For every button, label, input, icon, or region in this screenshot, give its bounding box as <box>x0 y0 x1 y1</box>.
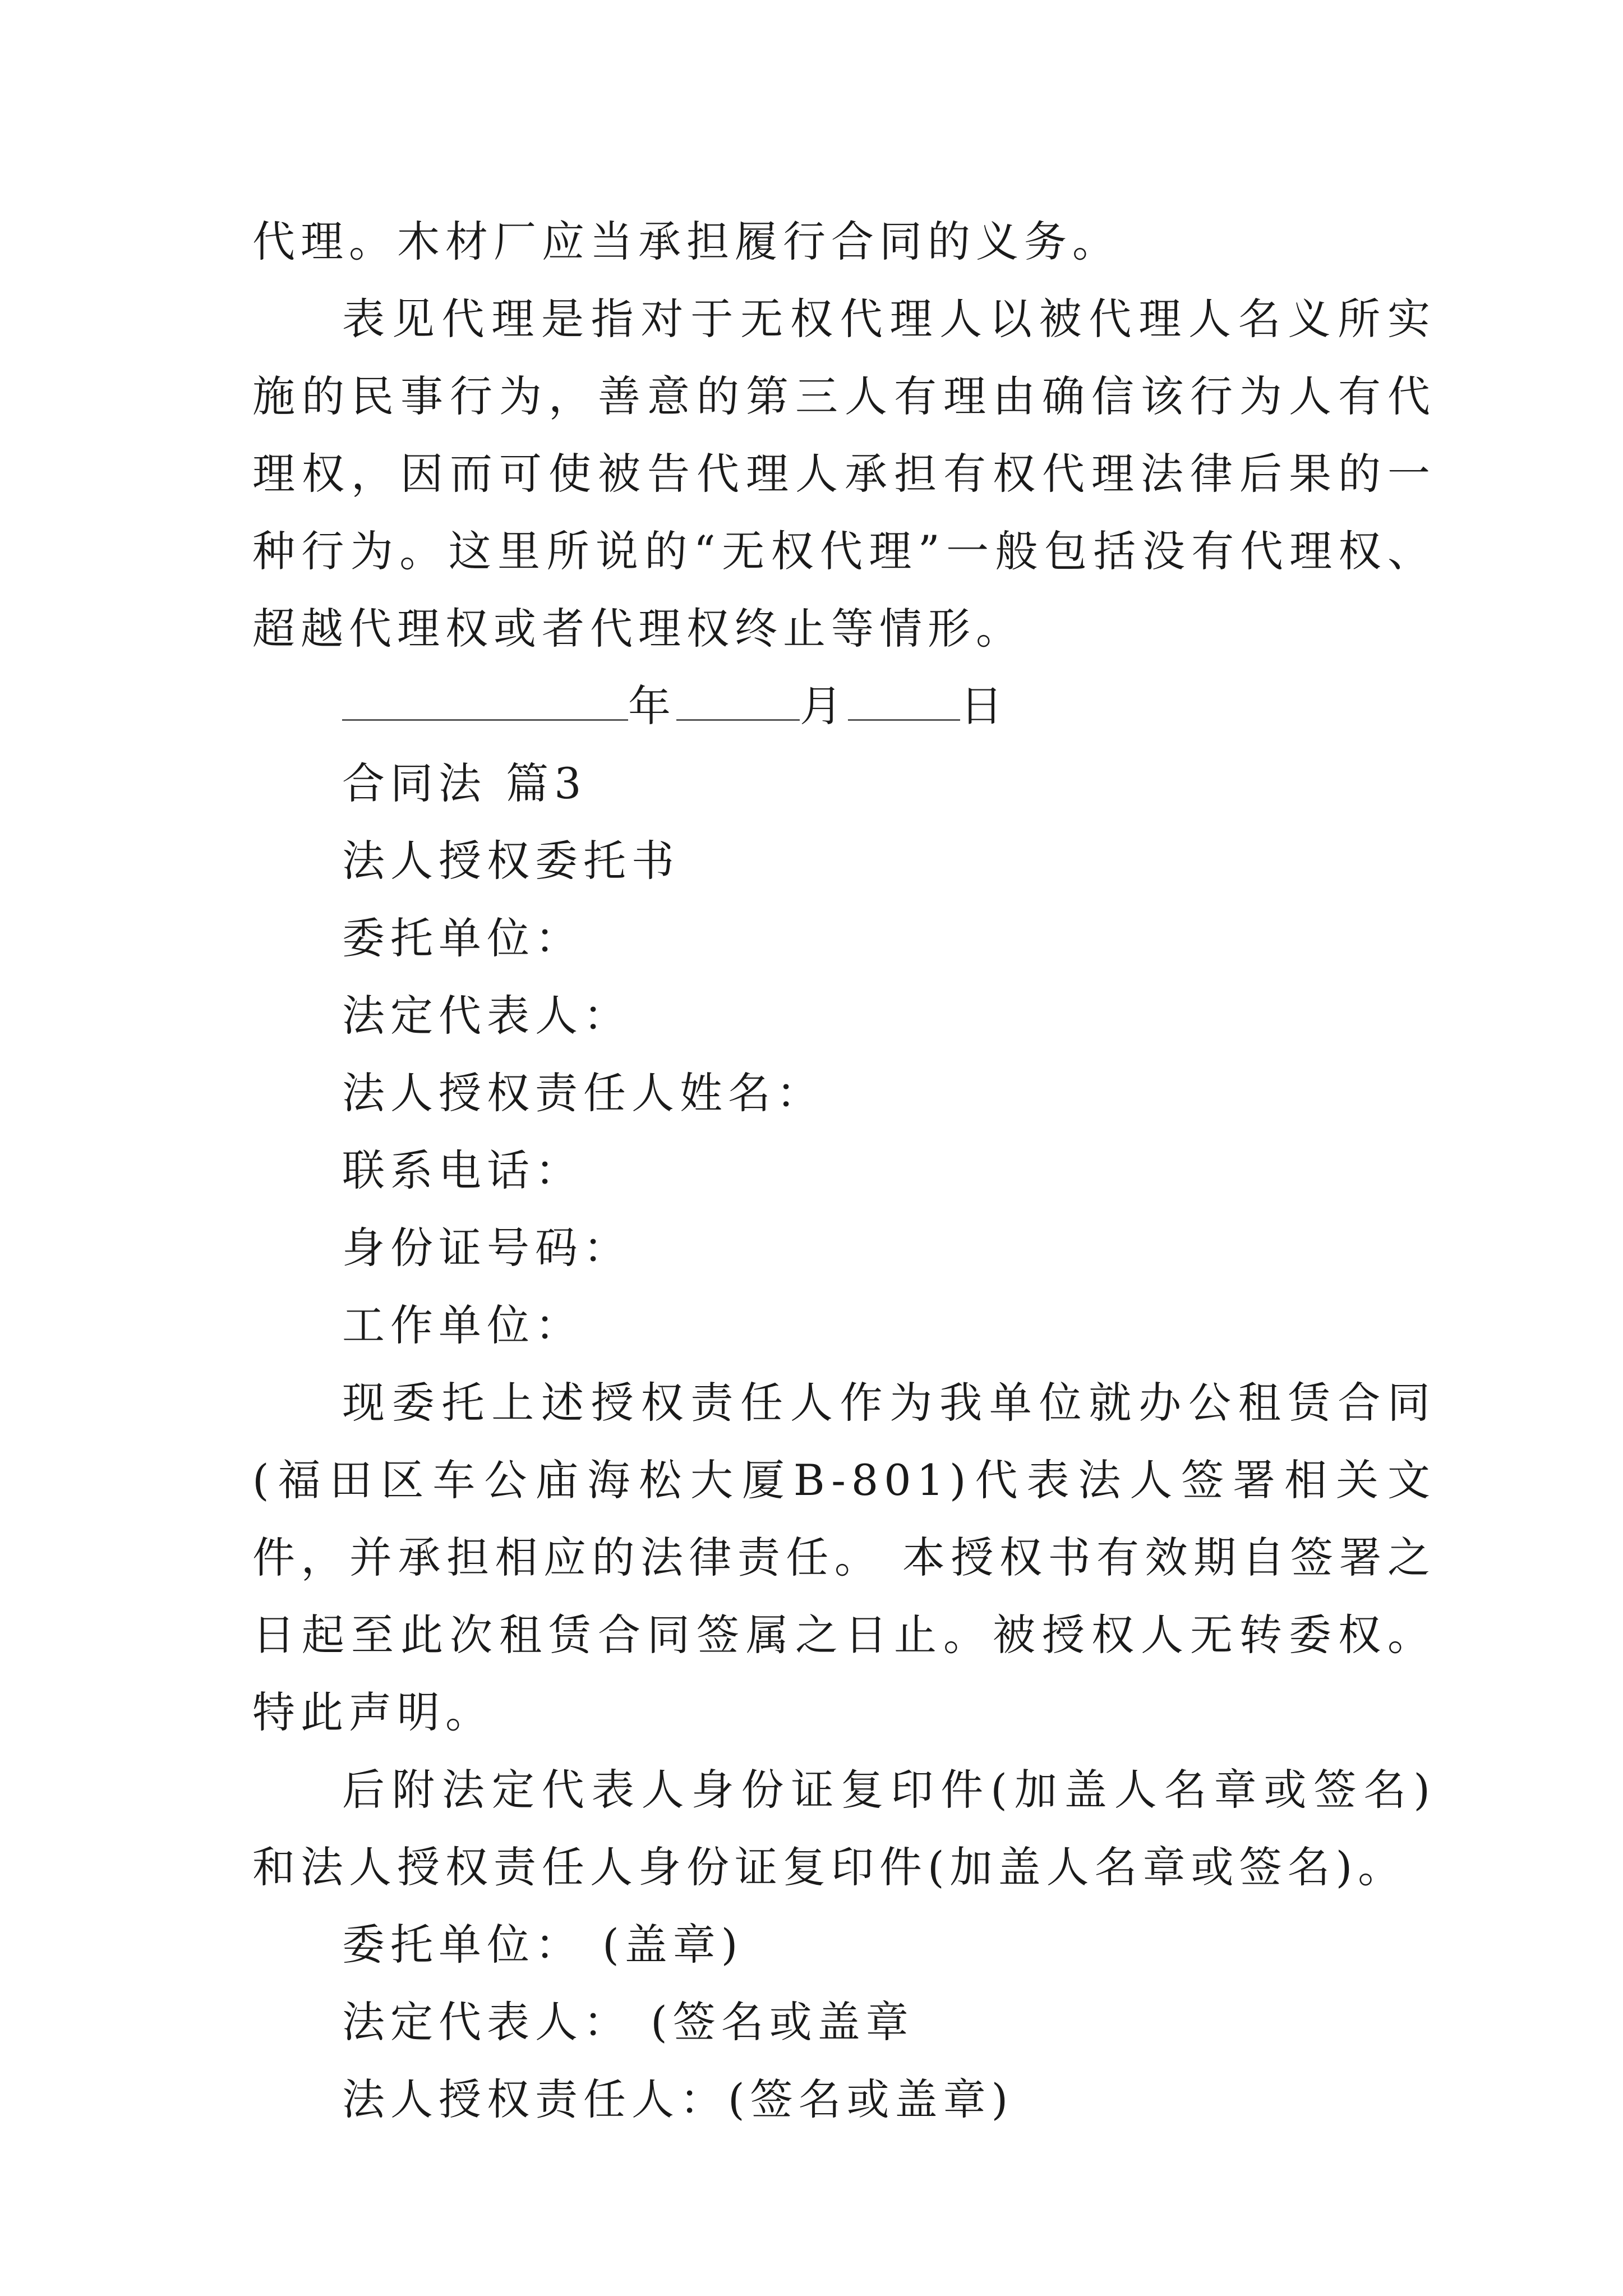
day-label: 日 <box>960 681 1008 731</box>
document-title: 法人授权委托书 <box>342 836 680 886</box>
field-legal-representative: 法定代表人： <box>342 991 631 1041</box>
day-blank <box>848 684 960 721</box>
field-entrusting-unit: 委托单位： <box>342 913 583 963</box>
field-phone: 联系电话： <box>342 1145 583 1195</box>
paragraph-attachments: 后附法定代表人身份证复印件(加盖人名章或签名)和法人授权责任人身份证复印件(加盖人名章或签名)。 <box>252 1765 1436 1892</box>
month-blank <box>676 684 800 721</box>
field-work-unit: 工作单位： <box>342 1300 583 1350</box>
document-body <box>252 203 1436 2138</box>
paragraph-authorization: 现委托上述授权责任人作为我单位就办公租赁合同(福田区车公庙海松大厦B-801)代表法人签署相关文件，并承担相应的法律责任。 本授权书有效期自签署之日起至此次租赁合同签属之日止。被授权人无转委权。特此声明。 <box>252 1378 1436 1737</box>
signature-entrusting-unit: 委托单位： (盖章) <box>342 1920 744 1970</box>
field-authorized-person-name: 法人授权责任人姓名： <box>342 1068 824 1118</box>
year-blank <box>342 684 628 721</box>
field-id-number: 身份证号码： <box>342 1223 631 1273</box>
signature-legal-representative: 法定代表人： (签名或盖章 <box>342 1997 914 2047</box>
signature-authorized-person: 法人授权责任人：(签名或盖章) <box>342 2074 1014 2124</box>
date-line <box>252 668 1436 745</box>
month-label: 月 <box>800 681 848 731</box>
year-label: 年 <box>628 681 676 731</box>
paragraph-continuation: 代理。木材厂应当承担履行合同的义务。 <box>252 217 1121 266</box>
paragraph-apparent-agency: 表见代理是指对于无权代理人以被代理人名义所实施的民事行为，善意的第三人有理由确信该行为人有代理权，因而可使被告代理人承担有权代理法律后果的一种行为。这里所说的“无权代理”一般包括没有代理权、超越代理权或者代理权终止等情形。 <box>252 294 1436 654</box>
section-heading: 合同法 篇3 <box>342 758 587 808</box>
